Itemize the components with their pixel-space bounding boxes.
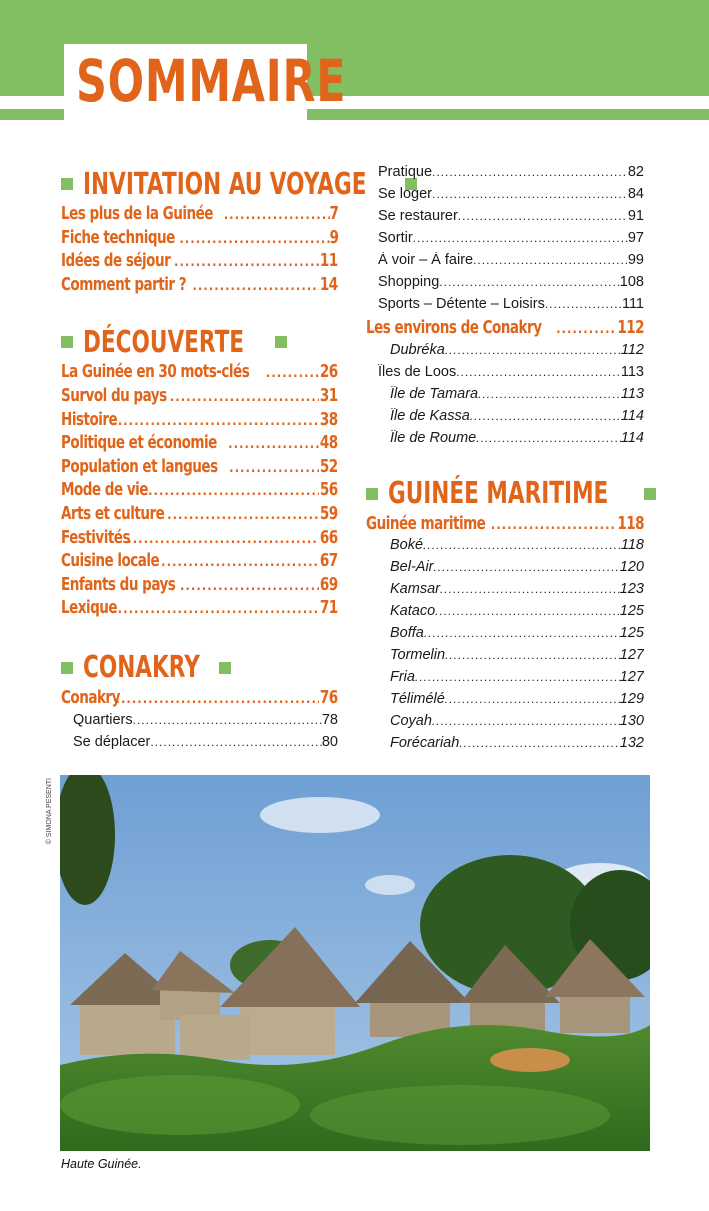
toc-subentry[interactable]: Île de Tamara ..... 113 (366, 386, 644, 408)
toc-entry[interactable]: Histoire ..... 38 (61, 410, 338, 434)
toc-entry[interactable]: Survol du pays ..... 31 (61, 386, 338, 410)
toc-subentry[interactable]: Coyah ..... 130 (366, 713, 644, 735)
toc-entry[interactable]: Idées de séjour ..... 11 (61, 251, 338, 275)
toc-entry[interactable]: Conakry ..... 76 (61, 688, 338, 712)
toc-entry[interactable]: Cuisine locale ..... 67 (61, 551, 338, 575)
toc-entry[interactable]: La Guinée en 30 mots-clés ..... 26 (61, 362, 338, 386)
toc-subentry[interactable]: Kataco ..... 125 (366, 603, 644, 625)
toc-right-column (366, 164, 644, 757)
toc-subentry[interactable]: Shopping ..... 108 (366, 274, 644, 296)
toc-subentry[interactable]: Se déplacer ..... 80 (61, 734, 338, 756)
toc-entry[interactable]: Mode de vie ..... 56 (61, 480, 338, 504)
photo-caption: Haute Guinée. (61, 1157, 142, 1171)
toc-subentry[interactable]: Fria ..... 127 (366, 669, 644, 691)
toc-left-column (61, 162, 367, 756)
toc-subentry[interactable]: Sports – Détente – Loisirs ..... 111 (366, 296, 644, 318)
toc-entry[interactable]: Lexique ..... 71 (61, 598, 338, 622)
green-square-icon (61, 336, 73, 348)
section-title: INVITATION AU VOYAGE (83, 166, 367, 202)
village-huts-photo (60, 775, 650, 1151)
section-heading-conakry (61, 648, 338, 688)
toc-entry[interactable]: Les plus de la Guinée ..... 7 (61, 204, 338, 228)
toc-subentry[interactable]: Île de Kassa ..... 114 (366, 408, 644, 430)
green-square-icon (61, 662, 73, 674)
green-square-icon (366, 488, 378, 500)
toc-subentry[interactable]: Sortir ..... 97 (366, 230, 644, 252)
toc-subentry[interactable]: Kamsar ..... 123 (366, 581, 644, 603)
toc-subentry[interactable]: Forécariah ..... 132 (366, 735, 644, 757)
toc-entry[interactable]: Comment partir ? ..... 14 (61, 275, 338, 299)
toc-subentry[interactable]: Boffa ..... 125 (366, 625, 644, 647)
toc-subentry[interactable]: À voir – À faire ..... 99 (366, 252, 644, 274)
toc-subentry[interactable]: Île de Roume ..... 114 (366, 430, 644, 452)
toc-entry[interactable]: Politique et économie ..... 48 (61, 433, 338, 457)
photo-credit: © SIMONA PESENTI (46, 778, 53, 845)
page-title: SOMMAIRE (76, 47, 347, 115)
toc-subentry[interactable]: Télimélé ..... 129 (366, 691, 644, 713)
toc-subentry[interactable]: Quartiers ..... 78 (61, 712, 338, 734)
toc-entry[interactable]: Arts et culture ..... 59 (61, 504, 338, 528)
green-square-icon (219, 662, 231, 674)
toc-entry[interactable]: Festivités ..... 66 (61, 528, 338, 552)
toc-entry[interactable]: Fiche technique ..... 9 (61, 228, 338, 252)
section-heading-maritime (366, 474, 644, 514)
green-square-icon (644, 488, 656, 500)
toc-entry[interactable]: Les environs de Conakry ..... 112 (366, 318, 644, 342)
section-title: DÉCOUVERTE (83, 324, 245, 360)
toc-subentry[interactable]: Îles de Loos ..... 113 (366, 364, 644, 386)
section-heading-invitation (61, 164, 367, 204)
toc-entry[interactable]: Guinée maritime ..... 118 (366, 514, 644, 538)
toc-entry[interactable]: Population et langues ..... 52 (61, 457, 338, 481)
toc-subentry[interactable]: Pratique ..... 82 (366, 164, 644, 186)
toc-subentry[interactable]: Dubréka ..... 112 (366, 342, 644, 364)
toc-subentry[interactable]: Se restaurer ..... 91 (366, 208, 644, 230)
green-square-icon (275, 336, 287, 348)
green-square-icon (61, 178, 73, 190)
toc-subentry[interactable]: Bel-Air ..... 120 (366, 559, 644, 581)
section-heading-decouverte (61, 322, 338, 362)
toc-subentry[interactable]: Se loger ..... 84 (366, 186, 644, 208)
toc-entry[interactable]: Enfants du pays ..... 69 (61, 575, 338, 599)
toc-subentry[interactable]: Boké ..... 118 (366, 537, 644, 559)
section-title: GUINÉE MARITIME (388, 476, 609, 512)
toc-subentry[interactable]: Tormelin ..... 127 (366, 647, 644, 669)
section-title: CONAKRY (83, 650, 200, 686)
